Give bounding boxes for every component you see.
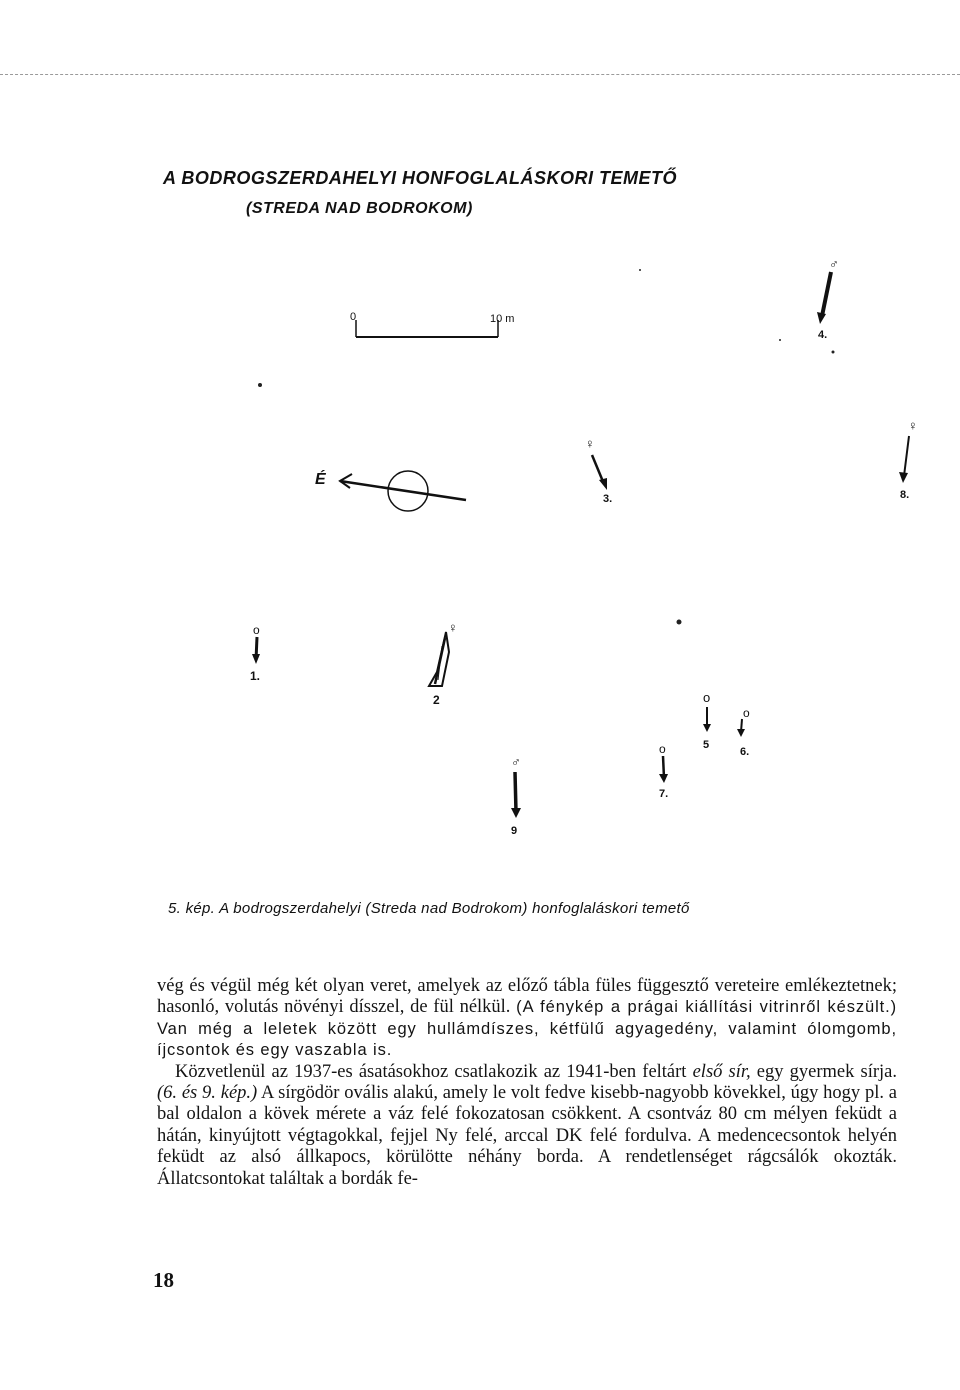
paragraph-1-spaced-text: (A fénykép a prágai kiállítási vitrinről készült.) Van még a leletek között egy hullámdíszes, kétfülű agyagedény, valamint ólomgomb, íjcsontok és egy vaszabla is. [157, 998, 898, 1060]
paragraph-2-emphasis-1: első sír, [692, 1061, 751, 1082]
paragraph-2-mid: egy gyermek sírja. [756, 1061, 897, 1082]
paragraph-2-start: Közvetlenül az 1937-es ásatásokhoz csatlakozik az 1941-ben feltárt [175, 1061, 687, 1082]
grave-8 [899, 418, 918, 501]
grave-2 [429, 620, 458, 707]
grave-sex-symbol: o [659, 742, 666, 756]
grave-number: 1. [250, 669, 261, 683]
grave-number: 3. [603, 493, 613, 505]
grave-1 [250, 623, 260, 683]
grave-number: 7. [659, 788, 669, 800]
grave-9 [511, 754, 521, 837]
figure-title: A BODROGSZERDAHELYI HONFOGLALÁSKORI TEMETŐ [163, 168, 677, 188]
paragraph-1 [157, 976, 897, 1062]
grave-number: 9 [511, 825, 518, 837]
top-rule [0, 74, 960, 75]
caption-text: A bodrogszerdahelyi (Streda nad Bodrokom) honfoglaláskori temető [219, 900, 690, 917]
grave-sex-symbol: o [253, 623, 260, 637]
scale-bar [350, 311, 514, 337]
page-number: 18 [153, 1268, 174, 1292]
grave-sex-symbol: o [703, 690, 711, 705]
grave-sex-symbol: o [743, 706, 750, 720]
grave-number: 8. [900, 489, 910, 501]
grave-5 [703, 690, 711, 751]
paragraph-1-text: vég és végül még két olyan veret, amelyek az előző tábla füles függesztő vereteire emlékeztetnek; hasonló, volutás növényi dísszel, de fül nélkül. [157, 976, 897, 1018]
grave-6 [737, 706, 750, 758]
grave-7 [659, 742, 668, 800]
scan-specks [92, 230, 835, 625]
scale-end-label: 10 m [490, 313, 515, 325]
scale-start-label: 0 [350, 311, 357, 323]
grave-sex-symbol: ♂ [829, 256, 839, 271]
grave-number: 6. [740, 746, 750, 758]
grave-number: 4. [818, 329, 828, 341]
figure-caption [168, 900, 690, 917]
grave-sex-symbol: ♀ [585, 436, 595, 451]
north-label: É [315, 471, 326, 488]
body-text [157, 976, 897, 1190]
grave-3 [585, 436, 612, 505]
grave-sex-symbol: ♀ [448, 620, 458, 635]
grave-4 [817, 256, 839, 341]
grave-sex-symbol: ♀ [908, 418, 918, 433]
grave-number: 5 [703, 739, 710, 751]
figure-subtitle: (STREDA NAD BODROKOM) [246, 200, 473, 217]
paragraph-2 [157, 1062, 897, 1190]
grave-sex-symbol: ♂ [511, 754, 521, 769]
caption-prefix: 5. kép. [168, 900, 216, 917]
grave-number: 2 [433, 693, 440, 707]
paragraph-2-rest: A sírgödör ovális alakú, amely le volt fedve kisebb-nagyobb kövekkel, úgy hogy pl. a bal oldalon a kövek mérete a váz felé fokozatosan csökkent. A csontváz 80 cm mélyen feküdt a hátán, kinyújtott végtagokkal, fejjel Ny felé, arccal DK felé fordulva. A medencecsontok helyén feküdt az alsó állkapocs, körülötte néhány borda. A rendetlenséget rágcsálók okozták. Állatcsontokat találtak a bordák fe- [157, 1083, 898, 1189]
north-arrow [315, 469, 466, 511]
paragraph-2-emphasis-2: (6. és 9. kép.) [157, 1083, 258, 1104]
cemetery-plan [0, 230, 960, 900]
